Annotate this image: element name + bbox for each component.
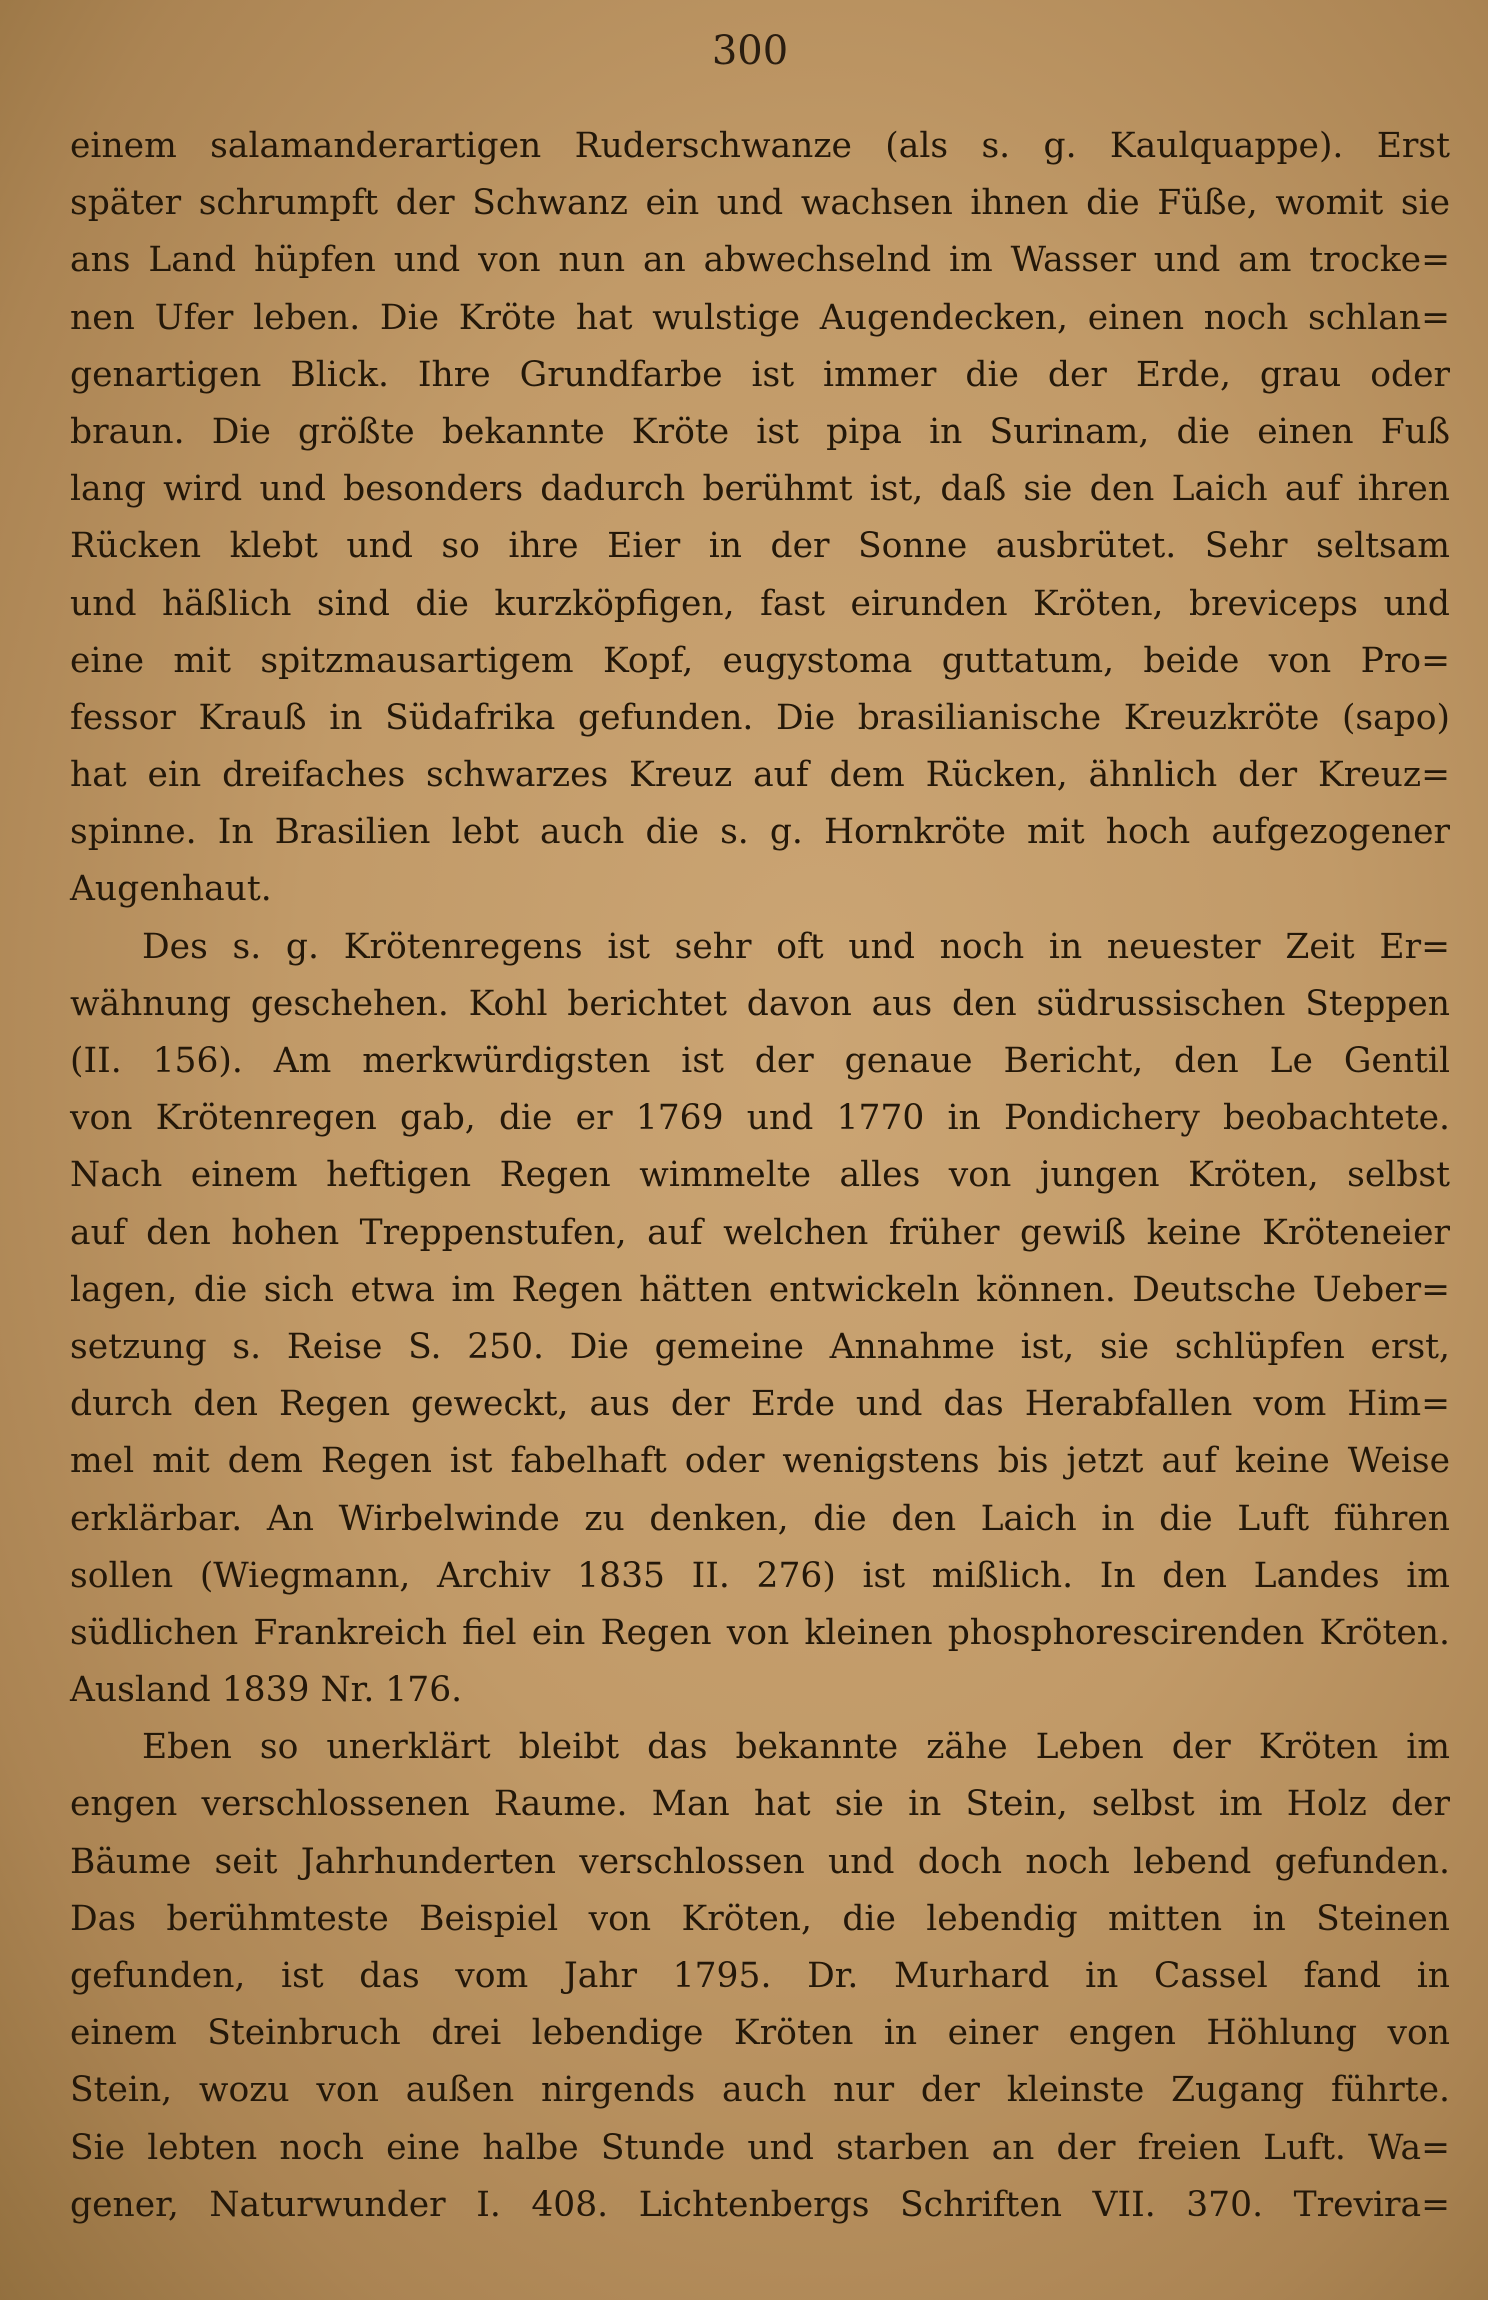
text-line: Das berühmteste Beispiel von Kröten, die lebendig mitten in Steinen <box>70 1898 1450 1939</box>
text-line: ans Land hüpfen und von nun an abwechselnd im Wasser und am trocke= <box>70 240 1450 281</box>
text-line: Bäume seit Jahrhunderten verschlossen und doch noch lebend gefunden. <box>70 1841 1450 1882</box>
paragraph <box>70 1719 1450 2234</box>
text-line: lang wird und besonders dadurch berühmt ist, daß sie den Laich auf ihren <box>70 469 1450 510</box>
text-line: genartigen Blick. Ihre Grundfarbe ist immer die der Erde, grau oder <box>70 354 1450 395</box>
text-line: einem Steinbruch drei lebendige Kröten in einer engen Höhlung von <box>70 2013 1450 2054</box>
body-text <box>70 118 1450 2234</box>
text-line: setzung s. Reise S. 250. Die gemeine Annahme ist, sie schlüpfen erst, <box>70 1326 1450 1367</box>
page-number: 300 <box>711 28 789 74</box>
paragraph <box>70 919 1450 1720</box>
text-line: mel mit dem Regen ist fabelhaft oder wenigstens bis jetzt auf keine Weise <box>70 1441 1450 1482</box>
text-line: sollen (Wiegmann, Archiv 1835 II. 276) ist mißlich. In den Landes im <box>70 1555 1450 1596</box>
text-line: Stein, wozu von außen nirgends auch nur der kleinste Zugang führte. <box>70 2070 1450 2111</box>
text-line: Eben so unerklärt bleibt das bekannte zähe Leben der Kröten im <box>142 1727 1450 1768</box>
text-line: Sie lebten noch eine halbe Stunde und starben an der freien Luft. Wa= <box>70 2127 1450 2168</box>
text-line: und häßlich sind die kurzköpfigen, fast eirunden Kröten, breviceps und <box>70 583 1450 624</box>
text-line: lagen, die sich etwa im Regen hätten entwickeln können. Deutsche Ueber= <box>70 1269 1450 1310</box>
text-line: erklärbar. An Wirbelwinde zu denken, die den Laich in die Luft führen <box>70 1498 1450 1539</box>
text-line: später schrumpft der Schwanz ein und wachsen ihnen die Füße, womit sie <box>70 183 1450 224</box>
text-line: Ausland 1839 Nr. 176. <box>70 1670 463 1711</box>
text-line: einem salamanderartigen Ruderschwanze (als s. g. Kaulquappe). Erst <box>70 126 1450 166</box>
text-line: Rücken klebt und so ihre Eier in der Sonne ausbrütet. Sehr seltsam <box>70 526 1450 567</box>
text-line: wähnung geschehen. Kohl berichtet davon aus den südrussischen Steppen <box>70 983 1450 1024</box>
text-line: auf den hohen Treppenstufen, auf welchen früher gewiß keine Kröteneier <box>70 1212 1450 1253</box>
text-line: spinne. In Brasilien lebt auch die s. g. Hornkröte mit hoch aufgezogener <box>70 812 1450 853</box>
text-line: Augenhaut. <box>70 869 272 910</box>
text-line: hat ein dreifaches schwarzes Kreuz auf dem Rücken, ähnlich der Kreuz= <box>70 755 1450 796</box>
text-line: gener, Naturwunder I. 408. Lichtenbergs Schriften VII. 370. Trevira= <box>70 2184 1450 2225</box>
text-line: von Krötenregen gab, die er 1769 und 1770 in Pondichery beobachtete. <box>70 1098 1450 1139</box>
text-line: fessor Krauß in Südafrika gefunden. Die brasilianische Kreuzkröte (sapo) <box>70 697 1450 738</box>
text-line: Des s. g. Krötenregens ist sehr oft und noch in neuester Zeit Er= <box>142 926 1450 967</box>
text-line: durch den Regen geweckt, aus der Erde und das Herabfallen vom Him= <box>70 1384 1450 1425</box>
text-line: Nach einem heftigen Regen wimmelte alles von jungen Kröten, selbst <box>70 1155 1450 1196</box>
text-line: gefunden, ist das vom Jahr 1795. Dr. Murhard in Cassel fand in <box>70 1956 1450 1996</box>
paragraph <box>70 118 1450 919</box>
text-line: (II. 156). Am merkwürdigsten ist der genaue Bericht, den Le Gentil <box>70 1041 1450 1081</box>
text-line: nen Ufer leben. Die Kröte hat wulstige Augendecken, einen noch schlan= <box>70 297 1450 338</box>
text-line: braun. Die größte bekannte Kröte ist pipa in Surinam, die einen Fuß <box>70 411 1450 452</box>
text-line: engen verschlossenen Raume. Man hat sie in Stein, selbst im Holz der <box>70 1784 1450 1825</box>
text-line: südlichen Frankreich fiel ein Regen von kleinen phosphorescirenden Kröten. <box>70 1612 1450 1653</box>
text-line: eine mit spitzmausartigem Kopf, eugystoma guttatum, beide von Pro= <box>70 640 1450 681</box>
